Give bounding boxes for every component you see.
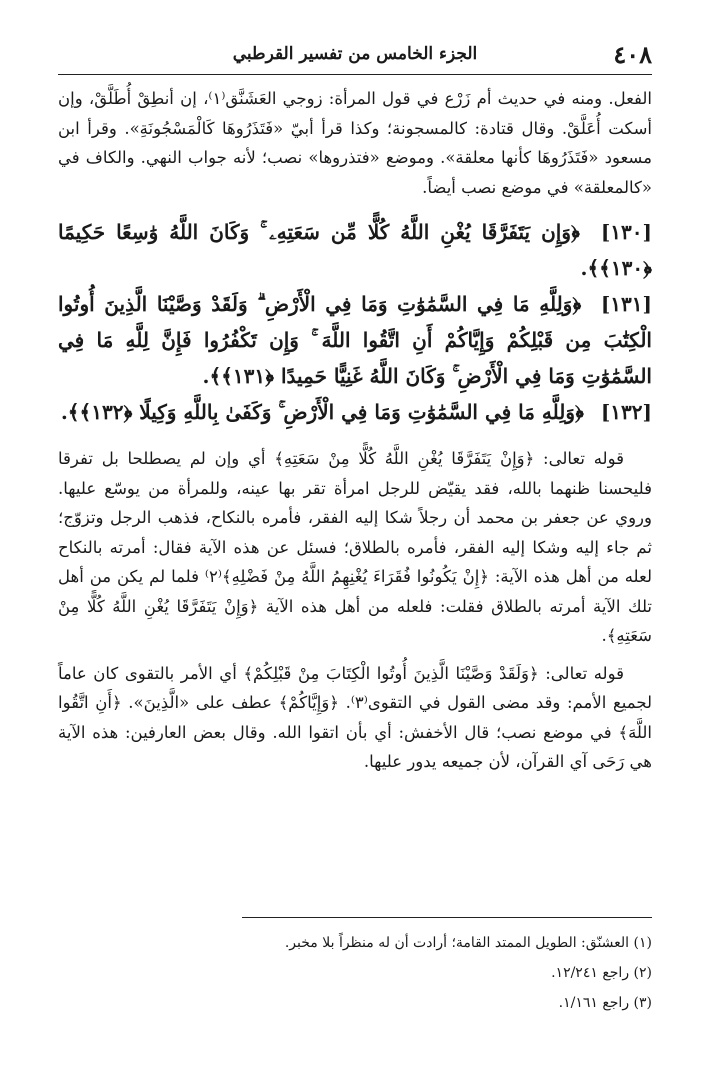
running-title: الجزء الخامس من تفسير القرطبي <box>232 44 478 64</box>
verses-block <box>58 214 652 430</box>
verse-number: [١٣٠] <box>600 220 652 244</box>
verse-131 <box>58 286 652 394</box>
verse-text: ﴿وَلِلَّهِ مَا فِي السَّمَٰوَٰتِ وَمَا فِي الْأَرْضِ ۚ وَكَفَىٰ بِاللَّهِ وَكِيلًا ﴿١٣٢﴾﴾. <box>60 400 584 424</box>
footnote-divider <box>242 917 652 918</box>
footnotes <box>58 928 652 1018</box>
verse-number: [١٣١] <box>600 292 652 316</box>
verse-132 <box>58 394 652 430</box>
paragraph-continuation: الفعل. ومنه في حديث أم زَرْع في قول المرأة: زوجي العَشَنَّق⁽١⁾، إن أنطِقْ أُطَلَّقْ، وإن أسكت أُعَلَّقْ. وقال قتادة: كالمسجونة؛ وكذا قرأ أبيّ «فَتَذَرُوهَا كَالْمَسْجُونَةِ». وقرأ ابن مسعود «فَتَذَرُوهَا كأنها معلقة». وموضع «فتذروها» نصب؛ لأنه جواب النهي. والكاف في «كالمعلقة» في موضع نصب أيضاً. <box>58 89 653 197</box>
footnote-3: (٣) راجع ١/١٦١. <box>558 995 652 1011</box>
commentary-paragraph-1: قوله تعالى: ﴿وَإِنْ يَتَفَرَّقَا يُغْنِ اللَّهُ كُلًّا مِنْ سَعَتِهِ﴾ أي وإن لم يصطلحا بل تفرقا فليحسنا ظنهما بالله، فقد يقيّض للرجل امرأة تقر بها عينه، وللمرأة من يوسّع عليها. وروي عن جعفر بن محمد أن رجلاً شكا إليه الفقر، فأمره بالنكاح، فذهب الرجل وتزوّج؛ ثم جاء إليه وشكا إليه الفقر، فأمره بالطلاق؛ فسئل عن هذه الآية فقال: أمرته بالنكاح لعله من أهل هذه الآية: ﴿إِنْ يَكُونُوا فُقَرَاءَ يُغْنِهِمُ اللَّهُ مِنْ فَضْلِهِ﴾⁽٢⁾ فلما لم يكن من أهل تلك الآية أمرته بالطلاق فقلت: فلعله من أهل هذه الآية ﴿وَإِنْ يَتَفَرَّقَا يُغْنِ اللَّهُ كُلًّا مِنْ سَعَتِهِ﴾. <box>58 449 652 645</box>
footnote-1: (١) العشنّق: الطويل الممتد القامة؛ أرادت أن له منظراً بلا مخبر. <box>284 935 652 951</box>
verse-number: [١٣٢] <box>600 400 652 424</box>
verse-130 <box>58 214 652 286</box>
page-header <box>58 36 652 75</box>
verse-text: ﴿وَلِلَّهِ مَا فِي السَّمَٰوَٰتِ وَمَا فِي الْأَرْضِ ۗ وَلَقَدْ وَصَّيْنَا الَّذِينَ أُوتُوا الْكِتَٰبَ مِن قَبْلِكُمْ وَإِيَّاكُمْ أَنِ اتَّقُوا اللَّهَ ۚ وَإِن تَكْفُرُوا فَإِنَّ لِلَّهِ مَا فِي السَّمَٰوَٰتِ وَمَا فِي الْأَرْضِ ۚ وَكَانَ اللَّهُ غَنِيًّا حَمِيدًا ﴿١٣١﴾﴾. <box>58 292 652 388</box>
verse-text: ﴿وَإِن يَتَفَرَّقَا يُغْنِ اللَّهُ كُلًّا مِّن سَعَتِهِۦ ۚ وَكَانَ اللَّهُ وَٰسِعًا حَكِيمًا ﴿١٣٠﴾﴾. <box>58 220 652 280</box>
commentary-paragraph-2: قوله تعالى: ﴿وَلَقَدْ وَصَّيْنَا الَّذِينَ أُوتُوا الْكِتَابَ مِنْ قَبْلِكُمْ﴾ أي الأمر بالتقوى كان عاماً لجميع الأمم: وقد مضى القول في التقوى⁽٣⁾. ﴿وَإِيَّاكُمْ﴾ عطف على «الَّذِينَ». ﴿أَنِ اتَّقُوا اللَّهَ﴾ في موضع نصب؛ قال الأخفش: أي بأن اتقوا الله. وقال بعض العارفين: هذه الآية هي رَحَى آي القرآن، لأن جميعه يدور عليها. <box>58 663 652 771</box>
footnote-2: (٢) راجع ١٢/٢٤١. <box>551 965 652 981</box>
page-number: ٤٠٨ <box>613 40 652 69</box>
main-text <box>58 84 652 777</box>
